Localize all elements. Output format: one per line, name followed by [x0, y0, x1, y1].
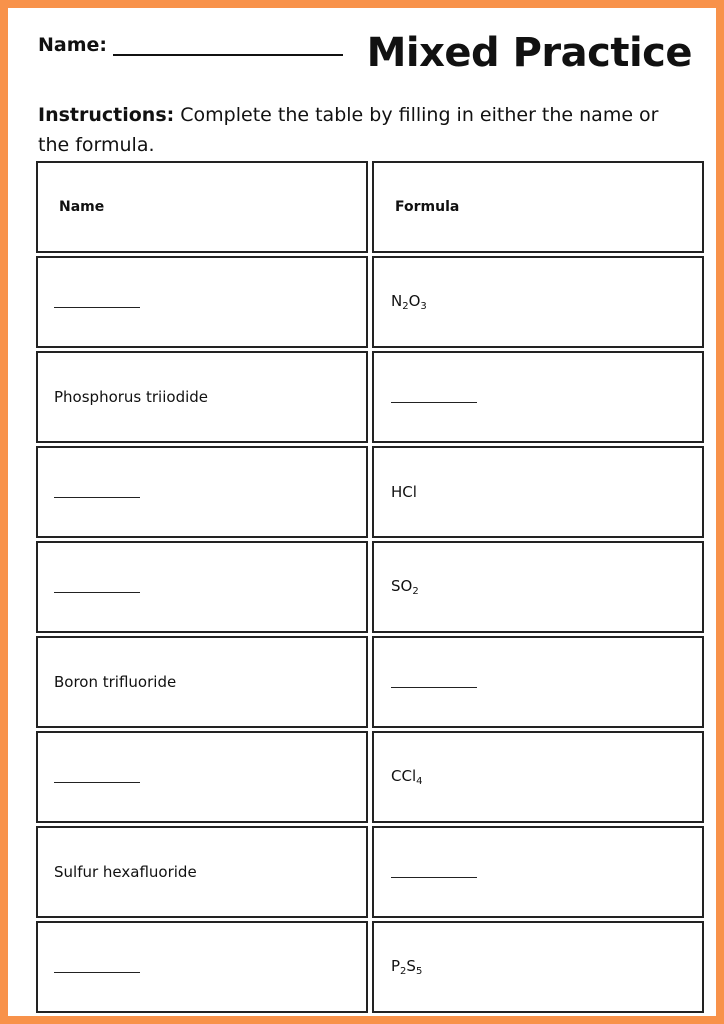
name-cell	[36, 351, 368, 443]
name-cell[interactable]	[36, 921, 368, 1013]
name-field-row	[38, 32, 343, 56]
instructions	[38, 100, 678, 160]
table-row	[36, 921, 706, 1016]
chemical-formula: $SO_2$	[391, 577, 419, 597]
formula-cell	[372, 446, 704, 538]
table-row	[36, 731, 706, 826]
page-title: Mixed Practice	[366, 30, 692, 76]
name-label: Name:	[38, 34, 108, 56]
table-row	[36, 351, 706, 446]
compound-name: Boron trifluoride	[54, 673, 177, 691]
formula-answer-blank[interactable]	[391, 392, 477, 403]
name-cell[interactable]	[36, 541, 368, 633]
formula-cell	[372, 541, 704, 633]
table-header-row	[36, 161, 706, 256]
table-row	[36, 541, 706, 636]
name-cell	[36, 826, 368, 918]
instructions-label: Instructions:	[38, 104, 175, 126]
compound-name: Sulfur hexafluoride	[54, 863, 197, 881]
name-cell[interactable]	[36, 446, 368, 538]
formula-cell	[372, 731, 704, 823]
chemical-formula: HCl	[391, 483, 417, 501]
formula-cell[interactable]	[372, 636, 704, 728]
name-answer-blank[interactable]	[54, 962, 140, 973]
name-cell[interactable]	[36, 256, 368, 348]
name-answer-blank[interactable]	[54, 582, 140, 593]
chemical-formula: $P_2S_5$	[391, 957, 423, 977]
chemical-formula: $N_2O_3$	[391, 292, 427, 312]
formula-cell[interactable]	[372, 826, 704, 918]
compound-name: Phosphorus triiodide	[54, 388, 209, 406]
table-row	[36, 826, 706, 921]
name-answer-blank[interactable]	[54, 297, 140, 308]
formula-cell	[372, 921, 704, 1013]
name-blank-line[interactable]	[113, 32, 343, 56]
formula-answer-blank[interactable]	[391, 867, 477, 878]
header-name: Name	[36, 161, 368, 253]
name-answer-blank[interactable]	[54, 772, 140, 783]
practice-table	[36, 161, 706, 1016]
name-cell	[36, 636, 368, 728]
name-cell[interactable]	[36, 731, 368, 823]
table-row	[36, 256, 706, 351]
header-formula: Formula	[372, 161, 704, 253]
formula-cell[interactable]	[372, 351, 704, 443]
formula-cell	[372, 256, 704, 348]
table-row	[36, 636, 706, 731]
chemical-formula: CCl$_4$	[391, 767, 423, 787]
formula-answer-blank[interactable]	[391, 677, 477, 688]
table-row	[36, 446, 706, 541]
name-answer-blank[interactable]	[54, 487, 140, 498]
instructions-text: Complete the table by filling in either the name or the formula.	[38, 104, 659, 156]
